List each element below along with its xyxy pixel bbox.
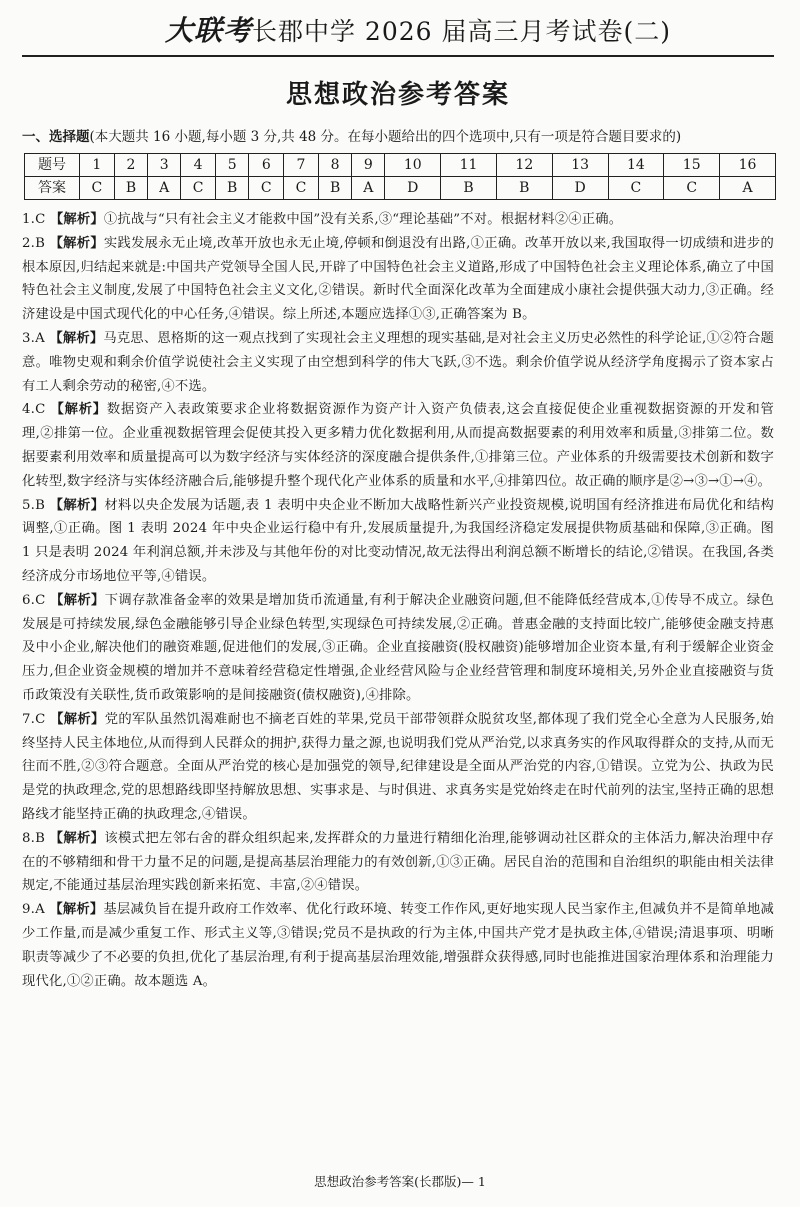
question-number: 11 xyxy=(441,154,497,177)
answer-table xyxy=(24,153,776,200)
question-number: 4 xyxy=(181,154,216,177)
row-label-number: 题号 xyxy=(25,154,80,177)
analysis-text: 数据资产入表政策要求企业将数据资源作为资产计入资产负债表,这会直接促使企业重视数据资源的开发和管理,②排第一位。企业重视数据管理会促使其投入更多精力优化数据利用,从而提高数据要素的利用效率和质量,③排第二位。数据要素利用效率和质量提高可以为数字经济与实体经济的深度融合提供条件,①排第三位。产业体系的升级需要技术创新和数字化转型,数字经济与实体经济融合后,能够提升整个现代化产业体系的质量和水平,④排第四位。故正确的顺序是②→③→①→④。 xyxy=(22,402,774,489)
answer-cell: D xyxy=(385,177,441,200)
explanation-item xyxy=(22,898,774,993)
question-answer: 4.C xyxy=(22,402,46,418)
page-footer: 思想政治参考答案(长郡版)— 1 xyxy=(314,1174,486,1189)
analysis-tag: 【解析】 xyxy=(50,402,107,418)
answer-cell: C xyxy=(181,177,216,200)
explanation-item xyxy=(22,589,774,708)
analysis-tag: 【解析】 xyxy=(49,902,104,918)
explanation-item xyxy=(22,398,774,493)
question-number: 12 xyxy=(496,154,552,177)
question-number: 3 xyxy=(148,154,181,177)
question-number-row xyxy=(25,154,776,177)
section-label: 一、选择题 xyxy=(22,129,90,145)
question-number: 2 xyxy=(114,154,147,177)
analysis-text: 基层减负旨在提升政府工作效率、优化行政环境、转变工作作风,更好地实现人民当家作主,但减负并不是简单地减少工作量,而是减少重复工作、形式主义等,③错误;党员不是执政的行为主体,中国共产党才是执政主体,④错误;清退事项、明晰职责等减少了不必要的负担,优化了基层治理,有利于提高基层治理效能,增强群众获得感,同时也能推进国家治理体系和治理能力现代化,①②正确。故本题选 A。 xyxy=(22,902,774,989)
analysis-text: 下调存款准备金率的效果是增加货币流通量,有利于解决企业融资问题,但不能降低经营成本,①传导不成立。绿色发展是可持续发展,绿色金融能够引导企业绿色转型,实现绿色可持续发展,②正确。普惠金融的支持面比较广,能够使金融支持惠及中小企业,解决他们的融资难题,促进他们的发展,③正确。企业直接融资(股权融资)能够增加企业资本量,有利于缓解企业资金压力,但企业资金规模的增加并不意味着经营稳定性增强,企业经营风险与企业经营管理和制度环境相关,另外企业直接融资与货币政策没有关联性,货币政策影响的是间接融资(债权融资),④排除。 xyxy=(22,592,774,703)
answer-cell: A xyxy=(352,177,385,200)
explanation-item xyxy=(22,232,774,327)
answer-cell: C xyxy=(664,177,720,200)
answer-cell: A xyxy=(720,177,776,200)
question-number: 9 xyxy=(352,154,385,177)
answer-cell: B xyxy=(215,177,248,200)
answer-cell: C xyxy=(80,177,115,200)
explanation-list xyxy=(22,208,774,993)
explanation-item xyxy=(22,327,774,398)
answer-cell: C xyxy=(608,177,664,200)
question-answer: 5.B xyxy=(22,497,46,513)
analysis-tag: 【解析】 xyxy=(50,592,105,608)
question-answer: 2.B xyxy=(22,235,46,251)
analysis-text: 党的军队虽然饥渴难耐也不摘老百姓的苹果,党员干部带领群众脱贫攻坚,都体现了我们党全心全意为人民服务,始终坚持人民主体地位,从而得到人民群众的拥护,获得力量之源,也说明我们党从严治党,以求真务实的作风取得群众的支持,从而无往而不胜,②③符合题意。全面从严治党的核心是加强党的领导,纪律建设是全面从严治党的内容,①错误。立党为公、执政为民是党的执政理念,党的思想路线即坚持解放思想、实事求是、与时俱进、求真务实是党始终走在时代前列的法宝,坚持正确的思想路线才能坚持正确的执政理念,④错误。 xyxy=(22,711,774,822)
question-answer: 1.C xyxy=(22,212,46,227)
question-number: 8 xyxy=(318,154,351,177)
analysis-tag: 【解析】 xyxy=(49,497,105,513)
answer-cell: B xyxy=(318,177,351,200)
analysis-tag: 【解析】 xyxy=(49,330,104,346)
exam-header xyxy=(62,14,774,49)
question-number: 5 xyxy=(215,154,248,177)
analysis-tag: 【解析】 xyxy=(49,830,105,846)
answer-cell: B xyxy=(441,177,497,200)
analysis-text: 该模式把左邻右舍的群众组织起来,发挥群众的力量进行精细化治理,能够调动社区群众的主体活力,解决治理中存在的不够精细和骨干力量不足的问题,是提高基层治理能力的有效创新,①③正确。居民自治的范围和自治组织的职能由相关法律规定,不能通过基层治理实践创新来拓宽、丰富,②④错误。 xyxy=(22,830,774,894)
question-number: 7 xyxy=(284,154,319,177)
question-number: 16 xyxy=(720,154,776,177)
header-rule xyxy=(22,55,774,57)
question-number: 10 xyxy=(385,154,441,177)
question-number: 6 xyxy=(249,154,284,177)
question-answer: 7.C xyxy=(22,711,46,727)
subject-title: 思想政治参考答案 xyxy=(285,80,510,110)
explanation-item xyxy=(22,208,774,232)
explanation-item xyxy=(22,494,774,589)
question-number: 15 xyxy=(664,154,720,177)
analysis-text: ①抗战与“只有社会主义才能救中国”没有关系,③“理论基础”不对。根据材料②④正确。 xyxy=(103,212,623,227)
analysis-tag: 【解析】 xyxy=(49,212,104,227)
brand-logo-text: 大联考 xyxy=(164,14,252,47)
question-answer: 3.A xyxy=(22,330,45,346)
answer-cell: C xyxy=(284,177,319,200)
explanation-item xyxy=(22,708,774,827)
answer-cell: A xyxy=(148,177,181,200)
question-number: 14 xyxy=(608,154,664,177)
explanation-item xyxy=(22,827,774,898)
answer-cell: D xyxy=(552,177,608,200)
answer-row xyxy=(25,177,776,200)
exam-title: 长郡中学 2026 届高三月考试卷(二) xyxy=(251,17,672,46)
section-heading xyxy=(22,127,774,147)
answer-cell: B xyxy=(114,177,147,200)
question-answer: 6.C xyxy=(22,592,46,608)
answer-cell: B xyxy=(496,177,552,200)
section-description: (本大题共 16 小题,每小题 3 分,共 48 分。在每小题给出的四个选项中,只有一项是符合题目要求的) xyxy=(89,129,682,145)
question-number: 13 xyxy=(552,154,608,177)
analysis-text: 马克思、恩格斯的这一观点找到了实现社会主义理想的现实基础,是对社会主义历史必然性的科学论证,①②符合题意。唯物史观和剩余价值学说使社会主义实现了由空想到科学的伟大飞跃,③不选。剩余价值学说从经济学角度揭示了资本家占有工人剩余劳动的秘密,④不选。 xyxy=(22,330,774,394)
analysis-text: 实践发展永无止境,改革开放也永无止境,停顿和倒退没有出路,①正确。改革开放以来,我国取得一切成绩和进步的根本原因,归结起来就是:中国共产党领导全国人民,开辟了中国特色社会主义道路,形成了中国特色社会主义理论体系,确立了中国特色社会主义制度,发展了中国特色社会主义文化,②错误。新时代全面深化改革为全面建成小康社会提供强大动力,③正确。经济建设是中国式现代化的中心任务,④错误。综上所述,本题应选择①③,正确答案为 B。 xyxy=(22,235,774,323)
question-answer: 9.A xyxy=(22,902,45,918)
question-answer: 8.B xyxy=(22,830,46,846)
question-number: 1 xyxy=(80,154,115,177)
analysis-tag: 【解析】 xyxy=(50,711,105,727)
analysis-tag: 【解析】 xyxy=(49,235,104,251)
row-label-answer: 答案 xyxy=(25,177,80,200)
answer-cell: C xyxy=(249,177,284,200)
analysis-text: 材料以央企发展为话题,表 1 表明中央企业不断加大战略性新兴产业投资规模,说明国有经济推进布局优化和结构调整,①正确。图 1 表明 2024 年中央企业运行稳中有升,发展质量提升,为我国经济稳定发展提供物质基础和保障,③正确。图 1 只是表明 2024 年利润总额,并未涉及与其他年份的对比变动情况,故无法得出利润总额不断增长的结论,②错误。在我国,各类经济成分市场地位平等,④错误。 xyxy=(22,497,774,584)
